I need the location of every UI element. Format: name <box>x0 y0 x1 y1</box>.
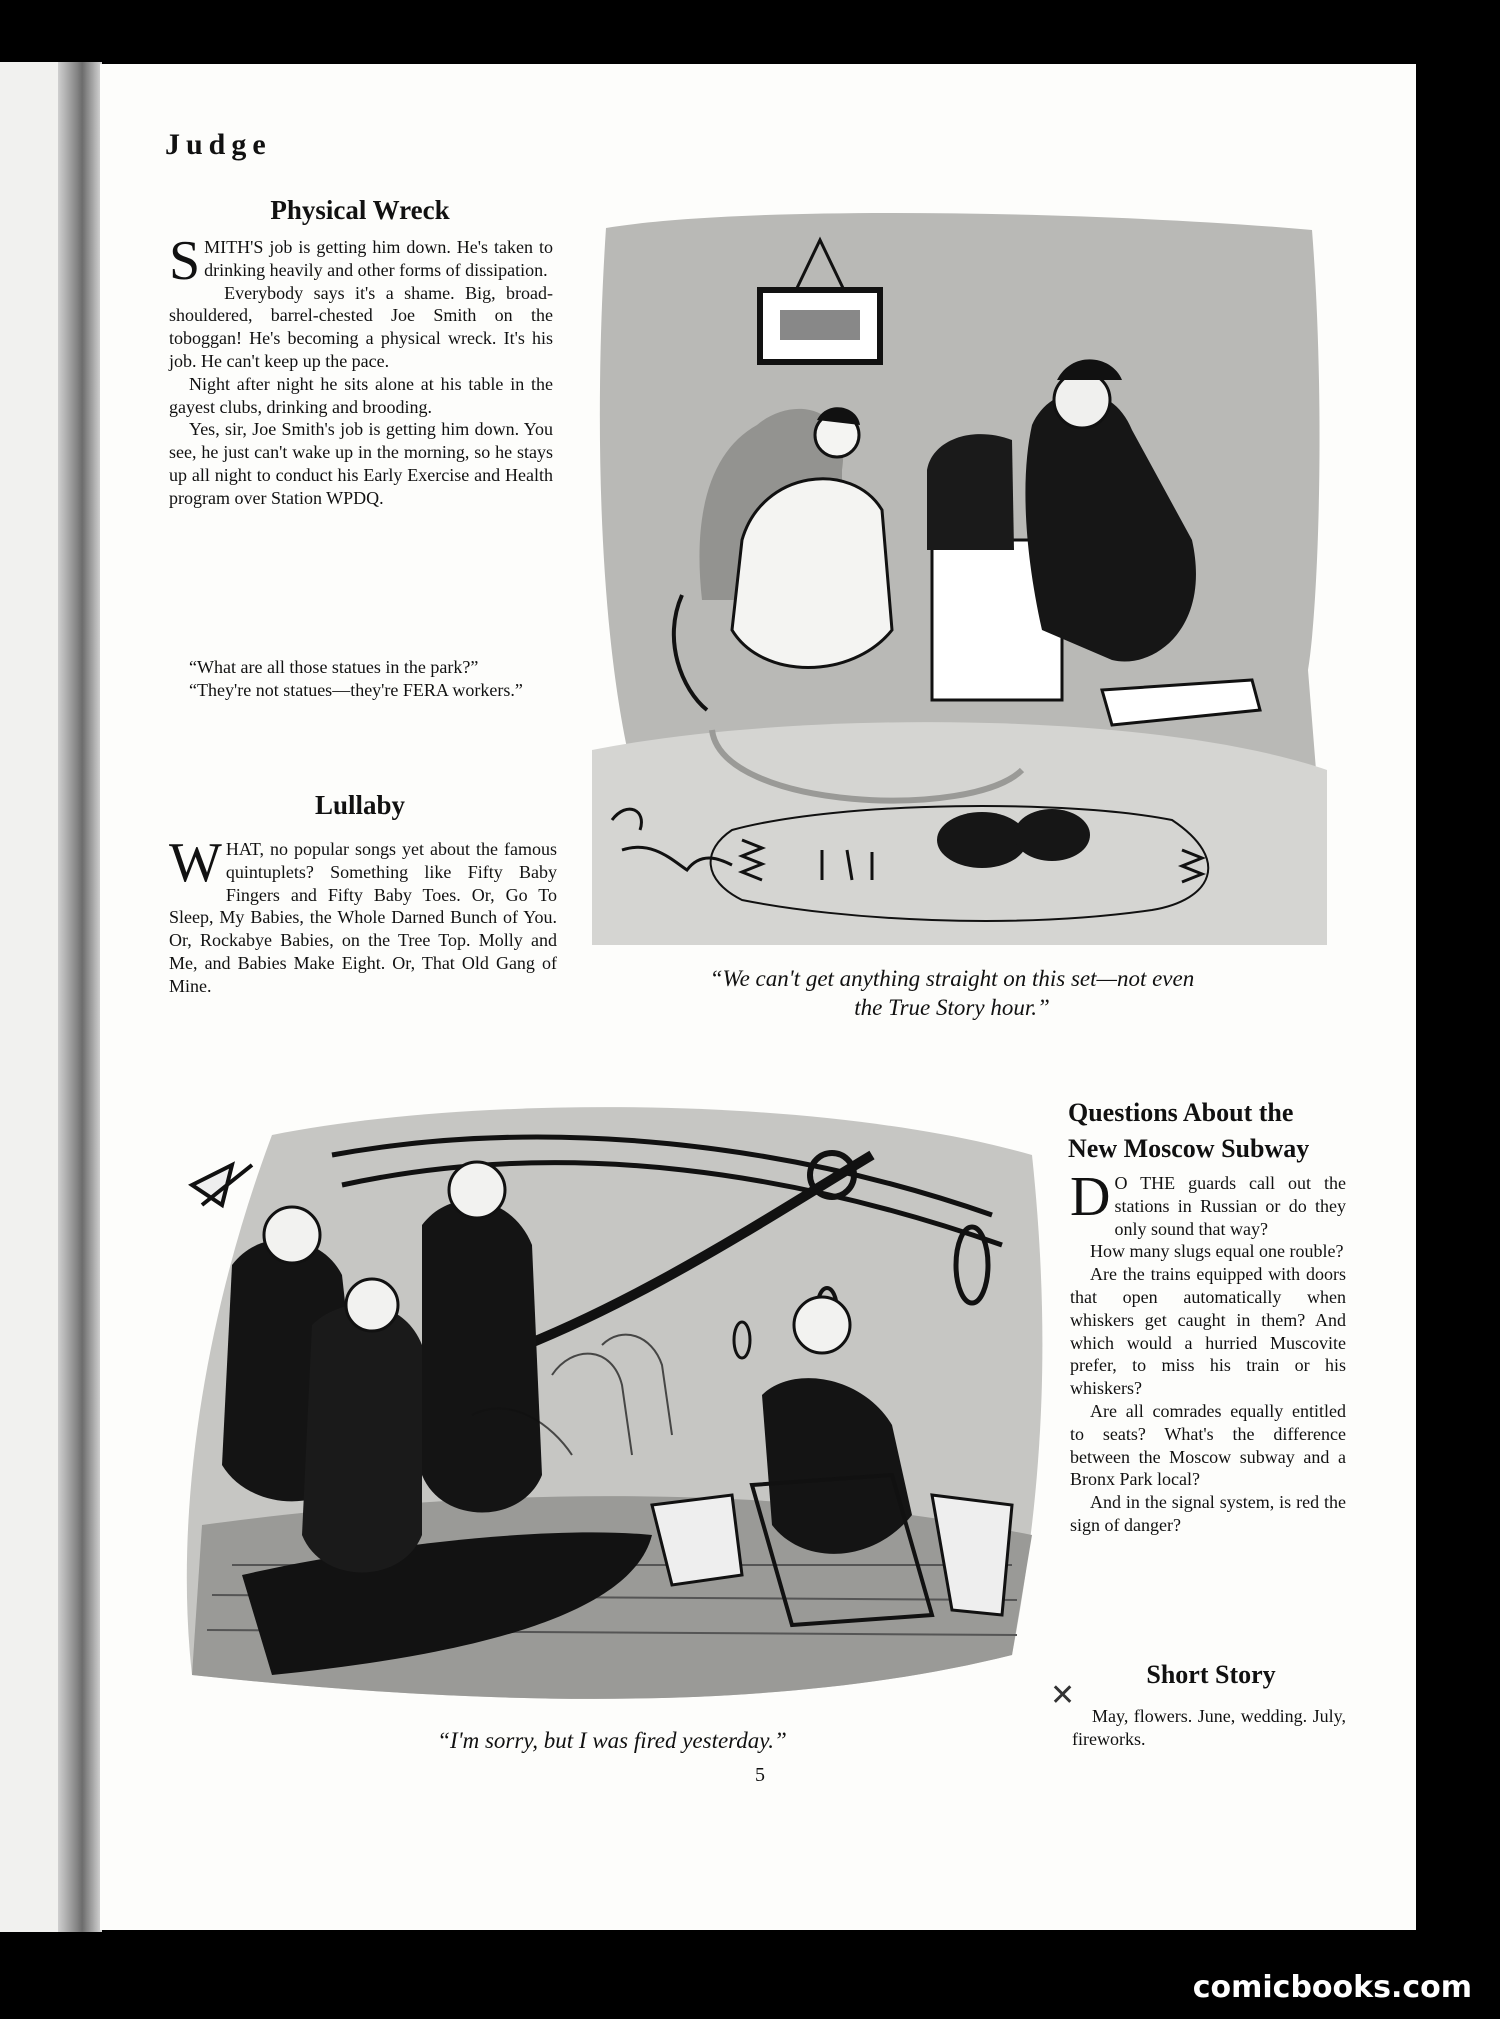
caption-line: the True Story hour.” <box>854 995 1050 1020</box>
paragraph: MITH'S job is getting him down. He's taken to drinking heavily and other forms of dissipation. <box>204 237 553 280</box>
paragraph: Everybody says it's a shame. Big, broad-shouldered, barrel-chested Joe Smith on the toboggan! He's becoming a physical wreck. It's his job. He can't keep up the pace. <box>169 282 553 371</box>
short-story-title: Short Story <box>1146 1660 1276 1689</box>
radio-cartoon-caption <box>622 964 1282 1022</box>
dropcap: W <box>169 832 222 894</box>
paragraph: May, flowers. June, wedding. July, fireworks. <box>1072 1706 1346 1749</box>
paragraph: How many slugs equal one rouble? <box>1090 1241 1344 1262</box>
moscow-subway-article <box>1070 1166 1346 1537</box>
physical-wreck-article <box>169 230 553 510</box>
pencil-x-mark: ✕ <box>1050 1678 1076 1713</box>
caption-line: “We can't get anything straight on this set—not even <box>709 966 1195 991</box>
dropcap: S <box>169 230 201 292</box>
paragraph: Yes, sir, Joe Smith's job is getting him down. You see, he just can't wake up in the morning, so he stays up all night to conduct his Early Exercise and Health program over Station WPDQ. <box>169 419 553 508</box>
radio-cartoon-illustration <box>592 210 1327 945</box>
page-number: 5 <box>755 1764 765 1786</box>
joke-question: “What are all those statues in the park?” <box>189 657 479 677</box>
dropcap: D <box>1070 1166 1111 1228</box>
paragraph: O THE guards call out the stations in Russian or do they only sound that way? <box>1114 1173 1346 1239</box>
lullaby-title: Lullaby <box>314 790 406 820</box>
statues-joke <box>169 656 553 702</box>
short-story-article <box>1072 1705 1346 1751</box>
subway-cartoon-illustration <box>172 1095 1052 1710</box>
moscow-subway-title <box>1068 1095 1358 1167</box>
title-line: Questions About the <box>1068 1098 1294 1127</box>
title-line: New Moscow Subway <box>1068 1134 1310 1163</box>
magazine-title: Judge <box>165 128 272 161</box>
site-watermark: comicbooks.com <box>1192 1970 1472 2005</box>
book-spine <box>58 62 102 1932</box>
paragraph: HAT, no popular songs yet about the famous quintuplets? Something like Fifty Baby Fingers and Fifty Baby Toes. Or, Go To Sleep, My Babies, the Whole Darned Bunch of You. Or, Rockabye Babies, on the Tree Top. Molly and Me, and Babies Make Eight. Or, That Old Gang of Mine. <box>169 839 557 996</box>
paragraph: And in the signal system, is red the sign of danger? <box>1070 1492 1346 1535</box>
physical-wreck-title: Physical Wreck <box>270 195 450 225</box>
paragraph: Night after night he sits alone at his table in the gayest clubs, drinking and brooding. <box>169 373 553 417</box>
lullaby-article <box>169 832 557 998</box>
subway-cartoon-caption: “I'm sorry, but I was fired yesterday.” <box>437 1728 787 1753</box>
paragraph: Are the trains equipped with doors that open automatically when whiskers get caught in them? And which would a hurried Muscovite prefer, to miss his train or his whiskers? <box>1070 1264 1346 1399</box>
joke-answer: “They're not statues—they're FERA workers.” <box>189 679 523 700</box>
facing-page-edge <box>0 62 62 1932</box>
paragraph: Are all comrades equally entitled to seats? What's the difference between the Moscow subway and a Bronx Park local? <box>1070 1400 1346 1490</box>
